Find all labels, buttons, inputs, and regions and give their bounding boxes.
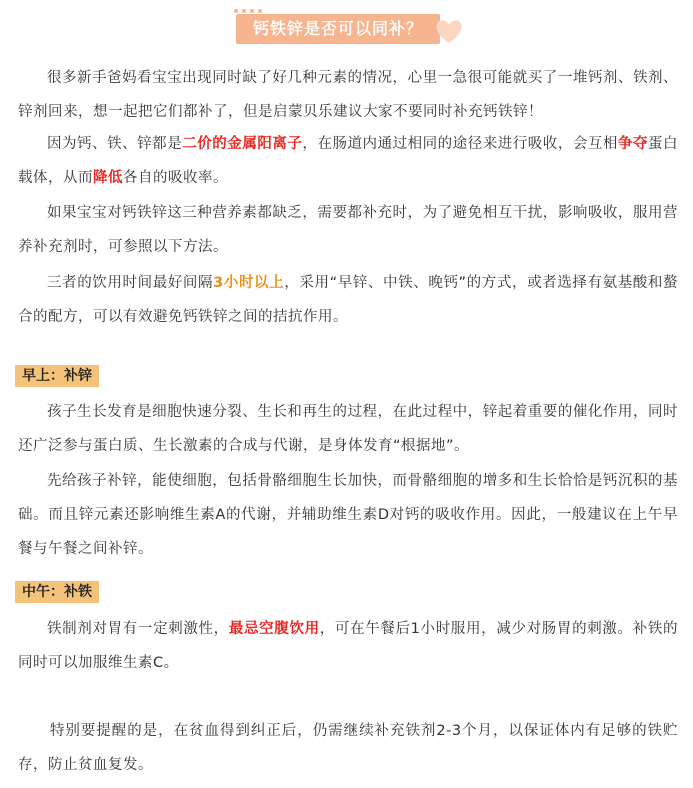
intro-p2-text-3: 蛋白载体，从而 bbox=[18, 136, 679, 186]
intro-p2-text-2: ，在肠道内通过相同的途径来进行吸收，会互相 bbox=[302, 136, 618, 152]
intro-paragraph-3: 如果宝宝对钙铁锌这三种营养素都缺乏，需要都补充时，为了避免相互干扰，影响吸收，服用营养补充剂时，可参照以下方法。 bbox=[18, 205, 678, 255]
intro-paragraph-4 bbox=[18, 266, 678, 334]
highlight-no-empty-stomach: 最忌空腹饮用 bbox=[228, 621, 320, 637]
noon-p1-text-1: 铁制剂对胃有一定刺激性， bbox=[47, 621, 229, 637]
highlight-three-hours: 3小时以上 bbox=[213, 275, 285, 291]
highlight-divalent-cation: 二价的金属阳离子 bbox=[182, 136, 303, 152]
closing-paragraph: 特别要提醒的是，在贫血得到纠正后，仍需继续补充铁剂2-3个月，以保证体内有足够的铁贮存，防止贫血复发。 bbox=[18, 723, 678, 773]
section-label-noon: 中午：补铁 bbox=[15, 581, 99, 603]
intro-paragraph-2 bbox=[18, 127, 678, 195]
noon-paragraph-1 bbox=[18, 612, 678, 680]
intro-p4-text-1: 三者的饮用时间最好间隔 bbox=[47, 275, 214, 291]
heart-icon bbox=[434, 16, 464, 46]
noon-p1-text-2: ，可在午餐后1小时服用，减少对肠胃的刺激。补铁的同时可以加服维生素C。 bbox=[18, 621, 679, 671]
intro-p2-text-1: 因为钙、铁、锌都是 bbox=[47, 136, 183, 152]
morning-paragraph-1: 孩子生长发育是细胞快速分裂、生长和再生的过程，在此过程中，锌起着重要的催化作用，同时还广泛参与蛋白质、生长激素的合成与代谢，是身体发育“根据地”。 bbox=[18, 404, 678, 454]
title-banner bbox=[226, 6, 470, 46]
article-title: 钙铁锌是否可以同补？ bbox=[252, 19, 423, 38]
highlight-compete: 争夺 bbox=[617, 136, 648, 152]
highlight-reduce: 降低 bbox=[93, 170, 123, 186]
intro-paragraph-1: 很多新手爸妈看宝宝出现同时缺了好几种元素的情况，心里一急很可能就买了一堆钙剂、铁剂、锌剂回来，想一起把它们都补了，但是启蒙贝乐建议大家不要同时补充钙铁锌！ bbox=[18, 70, 678, 120]
intro-p4-text-2: ，采用“早锌、中铁、晚钙”的方式，或者选择有氨基酸和螯合的配方，可以有效避免钙铁锌之间的拮抗作用。 bbox=[18, 275, 679, 325]
morning-paragraph-2: 先给孩子补锌，能使细胞，包括骨骼细胞生长加快，而骨骼细胞的增多和生长恰恰是钙沉积的基础。而且锌元素还影响维生素A的代谢，并辅助维生素D对钙的吸收作用。因此，一般建议在上午早餐与午餐之间补锌。 bbox=[18, 473, 678, 557]
section-label-morning: 早上：补锌 bbox=[15, 365, 99, 387]
intro-p2-text-4: 各自的吸收率。 bbox=[123, 170, 228, 186]
